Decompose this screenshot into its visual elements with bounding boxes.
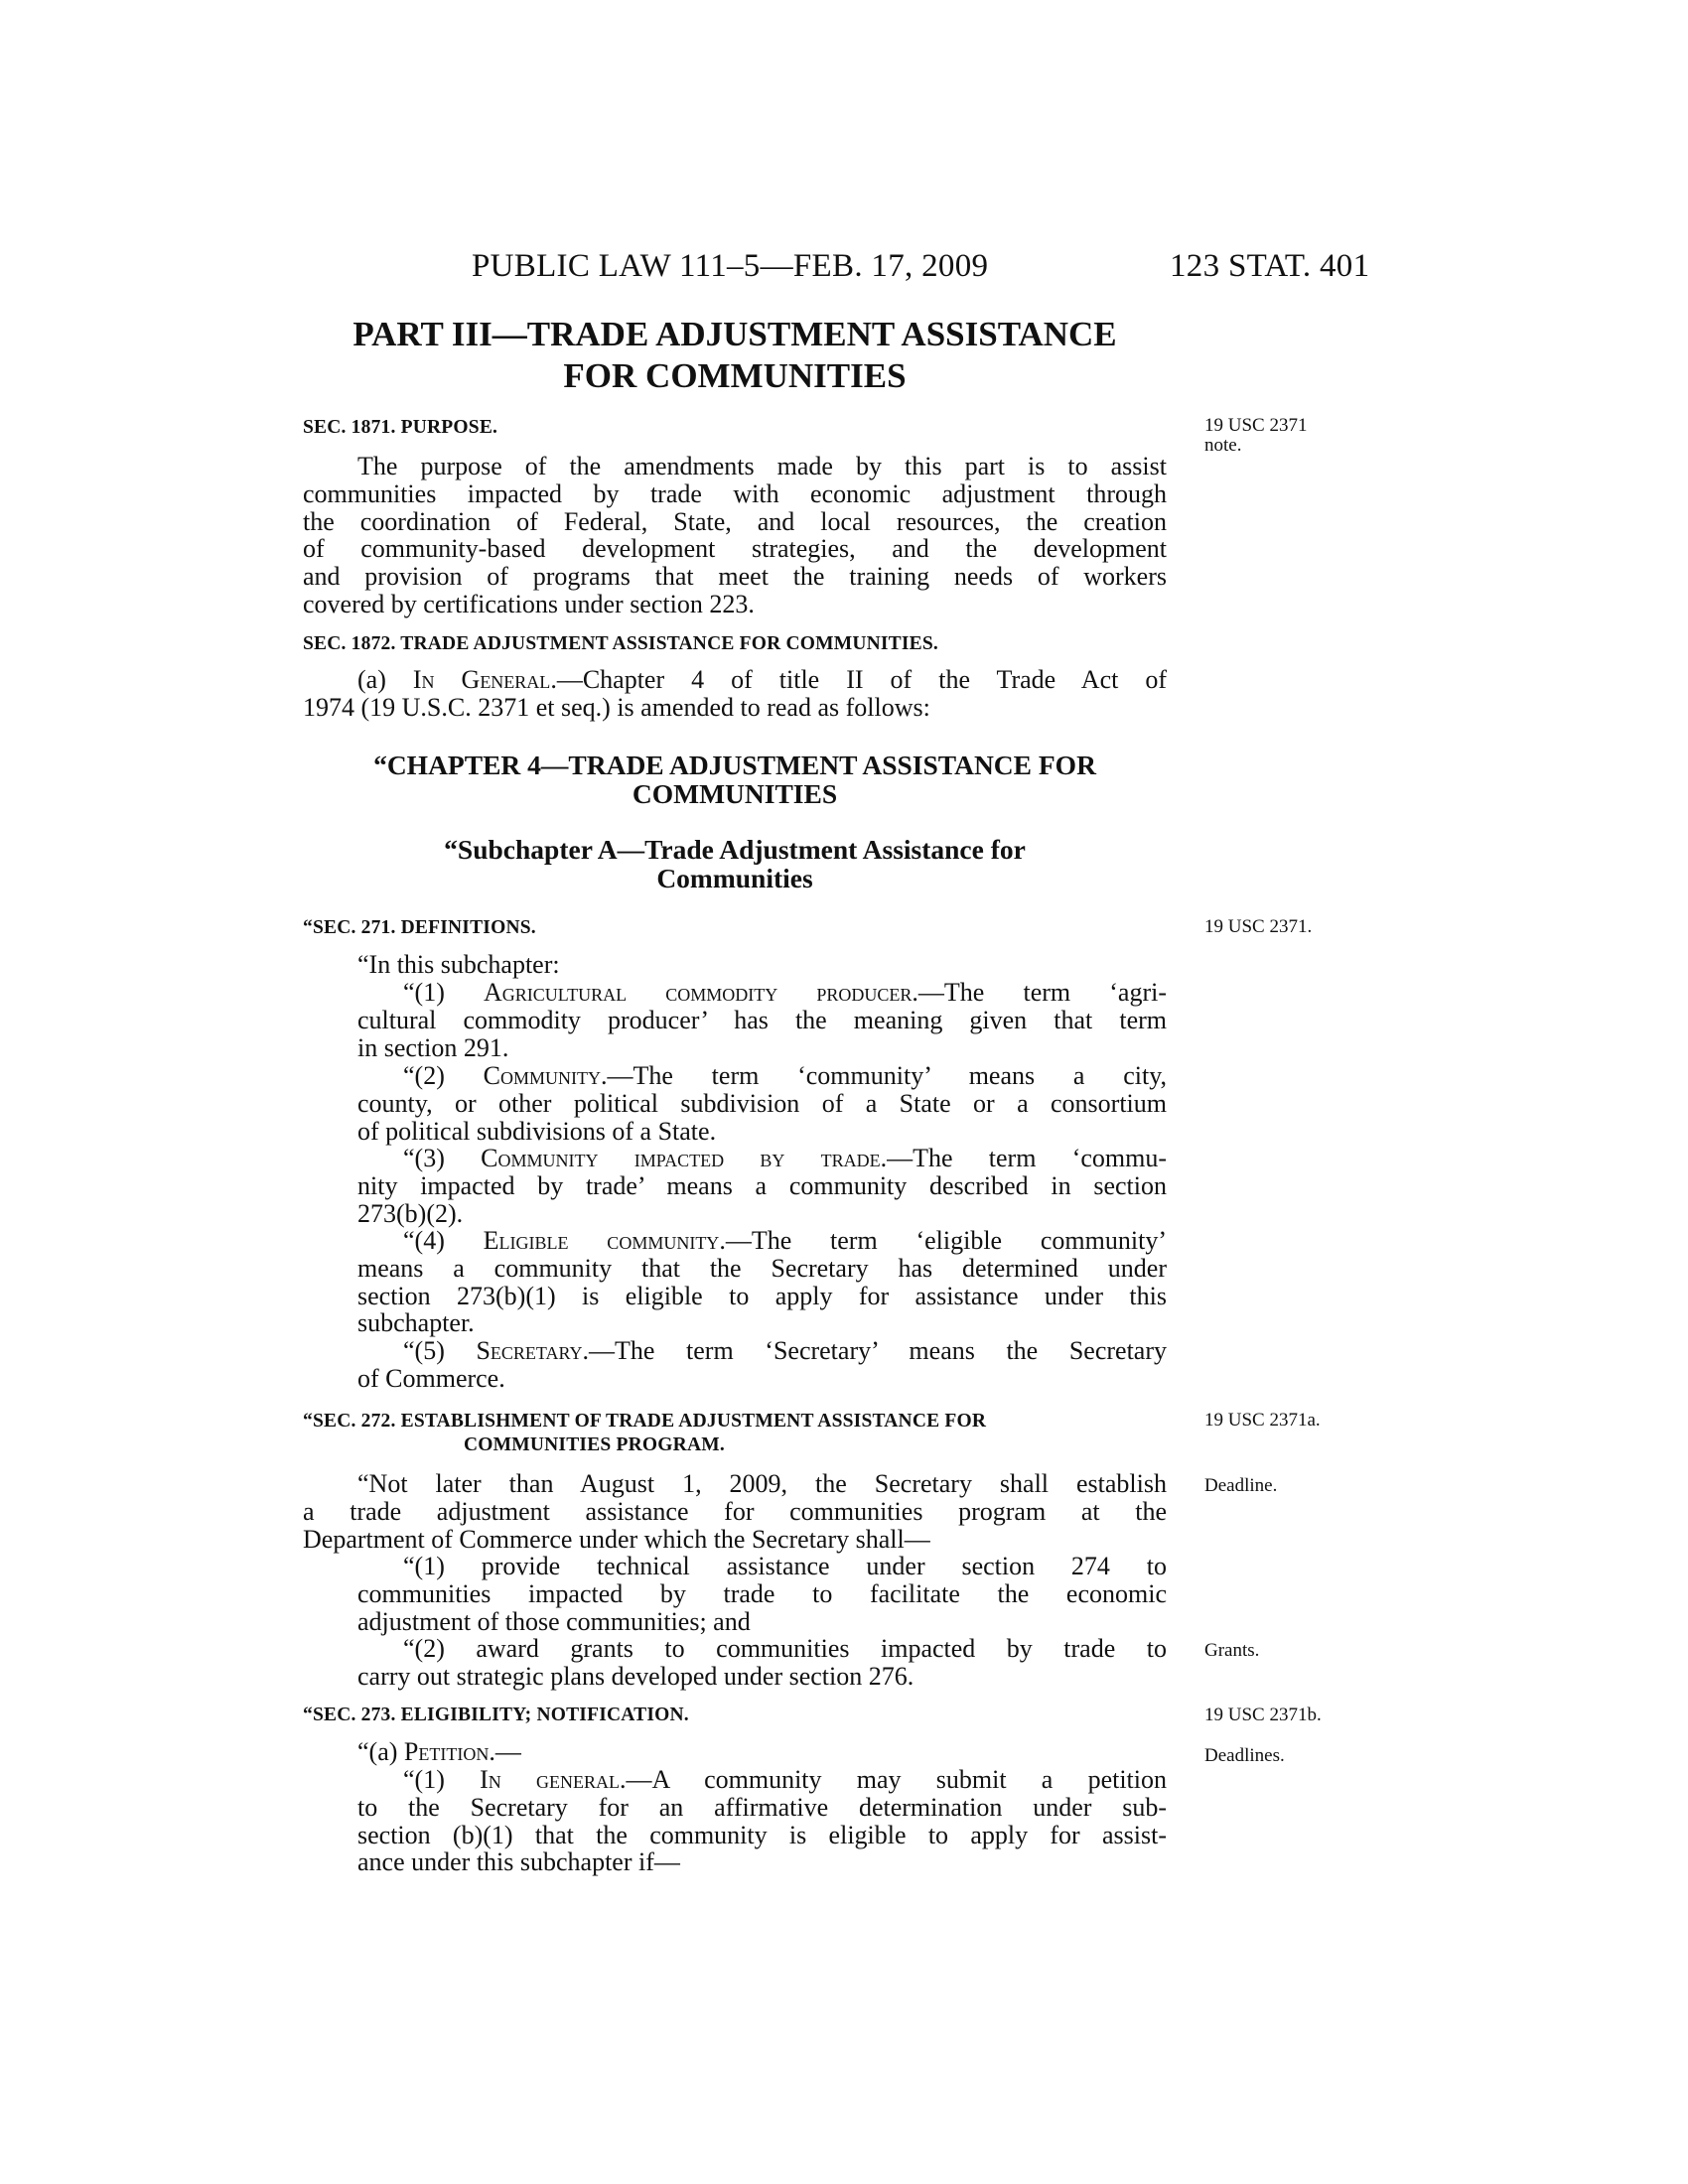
text-line: section 273(b)(1) is eligible to apply for assistance under this bbox=[357, 1281, 1167, 1310]
sec-273-heading: “SEC. 273. ELIGIBILITY; NOTIFICATION. bbox=[303, 1705, 689, 1725]
text-line bbox=[357, 1062, 1167, 1090]
text-line: to the Secretary for an affirmative determination under sub- bbox=[357, 1792, 1167, 1822]
running-head-title: PUBLIC LAW 111–5—FEB. 17, 2009 bbox=[472, 248, 989, 284]
sec-272-item-1 bbox=[357, 1553, 1167, 1635]
text-line bbox=[357, 979, 1167, 1007]
subsection-heading: Petition bbox=[403, 1737, 490, 1766]
text-line: subchapter. bbox=[357, 1308, 475, 1338]
sec-1871-purpose-paragraph bbox=[303, 453, 1167, 618]
sec-1871-margin-note bbox=[1204, 416, 1307, 456]
text-line: 1974 (19 U.S.C. 2371 et seq.) is amended to read as follows: bbox=[303, 692, 930, 722]
text-line: “Not later than August 1, 2009, the Secretary shall establish bbox=[357, 1469, 1167, 1498]
definition-3 bbox=[357, 1145, 1167, 1227]
sec-1872-heading: SEC. 1872. TRADE ADJUSTMENT ASSISTANCE FOR COMMUNITIES. bbox=[303, 633, 938, 654]
text-line: carry out strategic plans developed under section 276. bbox=[357, 1661, 914, 1691]
text-run: .—The term ‘Secretary’ means the Secretary bbox=[582, 1336, 1167, 1365]
text-run: .—Chapter 4 of title II of the Trade Act of bbox=[550, 665, 1167, 694]
text-run: .—The term ‘commu- bbox=[880, 1144, 1168, 1172]
text-run: .—The term ‘eligible community’ bbox=[719, 1226, 1167, 1255]
definition-5 bbox=[357, 1337, 1167, 1393]
margin-note-line: note. bbox=[1204, 435, 1242, 456]
sec-271-margin-note: 19 USC 2371. bbox=[1204, 916, 1313, 937]
definition-term: Community impacted by trade bbox=[481, 1144, 881, 1172]
text-line: a trade adjustment assistance for communities program at the bbox=[303, 1496, 1167, 1526]
sec-1872-paragraph-a bbox=[303, 666, 1167, 722]
grants-margin-note: Grants. bbox=[1204, 1640, 1260, 1661]
text-line: communities impacted by trade with economic adjustment through bbox=[303, 478, 1167, 508]
definition-4 bbox=[357, 1227, 1167, 1337]
heading-line-2: COMMUNITIES PROGRAM. bbox=[464, 1434, 725, 1455]
text-line bbox=[357, 1766, 1167, 1794]
chapter-4-title bbox=[303, 751, 1167, 808]
text-run: .— bbox=[489, 1737, 521, 1766]
definition-term: Eligible community bbox=[483, 1226, 720, 1255]
text-line: cultural commodity producer’ has the meaning given that term bbox=[357, 1005, 1167, 1034]
paragraph-number: “(1) bbox=[403, 1765, 481, 1794]
sec-273-margin-note: 19 USC 2371b. bbox=[1204, 1705, 1322, 1725]
text-line: section (b)(1) that the community is eligible to apply for assist- bbox=[357, 1820, 1167, 1849]
paragraph-heading: In general bbox=[480, 1765, 620, 1794]
text-line: nity impacted by trade’ means a community described in section bbox=[357, 1170, 1167, 1200]
deadlines-margin-note: Deadlines. bbox=[1204, 1745, 1285, 1766]
text-line bbox=[357, 1738, 1167, 1766]
definition-number: “(4) bbox=[403, 1226, 484, 1255]
text-line: adjustment of those communities; and bbox=[357, 1606, 751, 1636]
definition-term: Community bbox=[483, 1061, 601, 1090]
text-line: county, or other political subdivision of a State or a consortium bbox=[357, 1088, 1167, 1118]
heading-line-1: “SEC. 272. ESTABLISHMENT OF TRADE ADJUSTMENT ASSISTANCE FOR bbox=[303, 1411, 987, 1432]
sec-272-heading bbox=[303, 1410, 986, 1457]
definition-number: “(1) bbox=[403, 978, 484, 1007]
definition-2 bbox=[357, 1062, 1167, 1145]
text-line bbox=[357, 1337, 1167, 1365]
chapter-title-line-2: COMMUNITIES bbox=[632, 778, 838, 809]
definition-1 bbox=[357, 979, 1167, 1061]
text-line: covered by certifications under section 223. bbox=[303, 589, 755, 618]
sec-272-item-2 bbox=[357, 1635, 1167, 1691]
text-line: Department of Commerce under which the Secretary shall— bbox=[303, 1524, 930, 1554]
sec-271-intro bbox=[357, 951, 1167, 979]
text-line: “In this subchapter: bbox=[357, 950, 560, 979]
text-line: “(1) provide technical assistance under section 274 to bbox=[403, 1552, 1167, 1580]
text-line: of community-based development strategies, and the development bbox=[303, 534, 1167, 564]
text-line: communities impacted by trade to facilitate the economic bbox=[357, 1578, 1167, 1608]
text-run: .—A community may submit a petition bbox=[620, 1765, 1167, 1794]
text-run: .—The term ‘agri- bbox=[912, 978, 1168, 1007]
margin-note-line: 19 USC 2371 bbox=[1204, 415, 1308, 436]
subsection-heading: In General bbox=[412, 665, 551, 694]
text-line bbox=[357, 1227, 1167, 1255]
text-line bbox=[357, 1145, 1167, 1172]
subsection-label: (a) bbox=[357, 665, 413, 694]
definition-number: “(5) bbox=[403, 1336, 477, 1365]
part-title-line-1: PART III—TRADE ADJUSTMENT ASSISTANCE bbox=[352, 315, 1117, 353]
sec-1871-heading: SEC. 1871. PURPOSE. bbox=[303, 417, 498, 438]
subsection-label: “(a) bbox=[357, 1737, 404, 1766]
sec-272-margin-note: 19 USC 2371a. bbox=[1204, 1410, 1321, 1431]
text-line: ance under this subchapter if— bbox=[357, 1847, 680, 1877]
chapter-title-line-1: “CHAPTER 4—TRADE ADJUSTMENT ASSISTANCE FOR bbox=[373, 750, 1096, 780]
sec-272-paragraph bbox=[303, 1470, 1167, 1553]
text-run: .—The term ‘community’ means a city, bbox=[600, 1061, 1168, 1090]
subchapter-a-title bbox=[303, 835, 1167, 892]
text-line: 273(b)(2). bbox=[357, 1198, 464, 1228]
sec-271-heading: “SEC. 271. DEFINITIONS. bbox=[303, 917, 536, 938]
definition-term: Secretary bbox=[476, 1336, 583, 1365]
definition-number: “(2) bbox=[403, 1061, 484, 1090]
definition-number: “(3) bbox=[403, 1144, 482, 1172]
running-head-page-number: 123 STAT. 401 bbox=[1170, 248, 1370, 284]
subchapter-title-line-2: Communities bbox=[656, 863, 813, 893]
part-title bbox=[303, 314, 1167, 397]
text-line: “(2) award grants to communities impacted by trade to bbox=[403, 1634, 1167, 1663]
text-line: means a community that the Secretary has determined under bbox=[357, 1253, 1167, 1283]
definition-term: Agricultural commodity producer bbox=[484, 978, 913, 1007]
text-line: the coordination of Federal, State, and local resources, the creation bbox=[303, 506, 1167, 536]
text-line bbox=[303, 666, 1167, 694]
sec-273-subsection-a bbox=[357, 1738, 1167, 1766]
sec-273-paragraph-1 bbox=[357, 1766, 1167, 1876]
text-line: of political subdivisions of a State. bbox=[357, 1116, 717, 1146]
text-line: The purpose of the amendments made by this part is to assist bbox=[357, 452, 1167, 480]
text-line: and provision of programs that meet the training needs of workers bbox=[303, 562, 1167, 592]
part-title-line-2: FOR COMMUNITIES bbox=[563, 356, 907, 395]
text-line: in section 291. bbox=[357, 1032, 509, 1062]
subchapter-title-line-1: “Subchapter A—Trade Adjustment Assistance for bbox=[444, 834, 1026, 865]
text-line: of Commerce. bbox=[357, 1363, 505, 1393]
deadline-margin-note: Deadline. bbox=[1204, 1475, 1278, 1496]
